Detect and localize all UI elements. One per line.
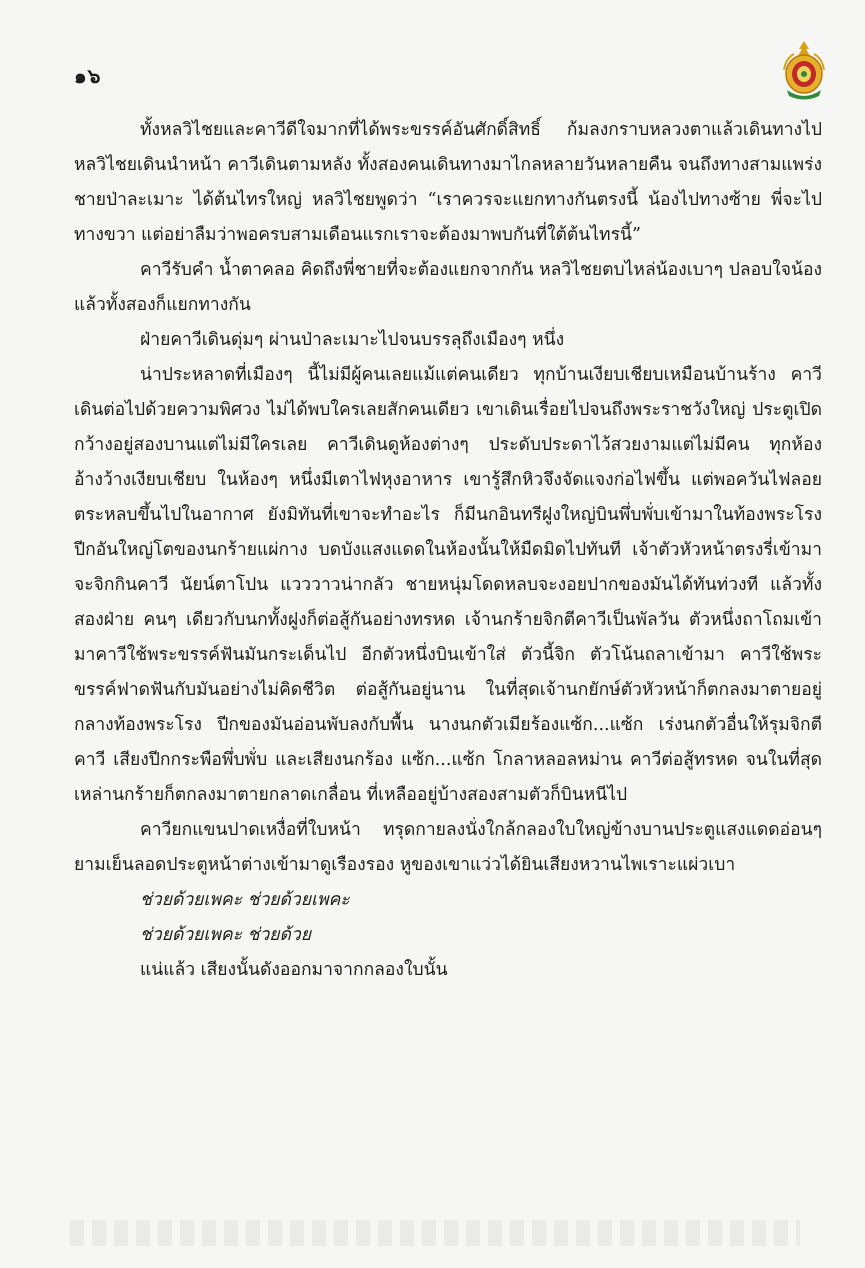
paragraph-farewell: คาวีรับคำ น้ำตาคลอ คิดถึงพี่ชายที่จะต้องแยกจากกัน หลวิไชยตบไหล่น้องเบาๆ ปลอบใจน้อง แล้วทั้งสองก็แยกทางกัน — [74, 260, 822, 315]
closing-line: แน่แล้ว เสียงนั้นดังออกมาจากกลองใบนั้น — [140, 960, 448, 980]
paragraph-battle: น่าประหลาดที่เมืองๆ นี้ไม่มีผู้คนเลยแม้แต่คนเดียว ทุกบ้านเงียบเชียบเหมือนบ้านร้าง คาวีเดินต่อไปด้วยความพิศวง ไม่ได้พบใครเลยสักคนเดียว เขาเดินเรื่อยไปจนถึงพระราชวังใหญ่ ประตูเปิดกว้างอยู่สองบานแต่ไม่มีใครเลย คาวีเดินดูห้องต่างๆ ประดับประดาไว้สวยงามแต่ไม่มีคน ทุกห้องอ้างว้างเงียบเชียบ ในห้องๆ หนึ่งมีเตาไฟหุงอาหาร เขารู้สึกหิวจึงจัดแจงก่อไฟขึ้น แต่พอควันไฟลอยตระหลบขึ้นไปในอากาศ ยังมิทันที่เขาจะทำอะไร ก็มีนกอินทรีฝูงใหญ่บินพึ่บพั่บเข้ามาในท้องพระโรง ปีกอันใหญ่โตของนกร้ายแผ่กาง บดบังแสงแดดในห้องนั้นให้มืดมิดไปทันที เจ้าตัวหัวหน้าตรงรี่เข้ามาจะจิกกินคาวี นัยน์ตาโปน แวววาวน่ากลัว ชายหนุ่มโดดหลบจะงอยปากของมันได้ทันท่วงที แล้วทั้งสองฝ่าย คนๆ เดียวกับนกทั้งฝูงก็ต่อสู้กันอย่างทรหด เจ้านกร้ายจิกตีคาวีเป็นพัลวัน ตัวหนึ่งถาโถมเข้ามาคาวีใช้พระขรรค์ฟันมันกระเด็นไป อีกตัวหนึ่งบินเข้าใส่ ตัวนี้จิก ตัวโน้นถลาเข้ามา คาวีใช้พระขรรค์ฟาดฟันกับมันอย่างไม่คิดชีวิต ต่อสู้กันอยู่นาน ในที่สุดเจ้านกยักษ์ตัวหัวหน้าก็ตกลงมาตายอยู่กลางท้องพระโรง ปีกของมันอ่อนพับลงกับพื้น นางนกตัวเมียร้องแซ้ก...แซ้ก เร่งนกตัวอื่นให้รุมจิกตีคาวี เสียงปีกกระพือพึ่บพั่บ และเสียงนกร้อง แซ้ก...แซ้ก โกลาหลอลหม่าน คาวีต่อสู้ทรหด จนในที่สุดเหล่านกร้ายก็ตกลงมาตายกลาดเกลื่อน ที่เหลืออยู่บ้างสองสามตัวก็บินหนีไป — [74, 365, 822, 805]
story-text — [74, 113, 822, 988]
school-emblem-icon — [782, 40, 826, 102]
paragraph-journey: ทั้งหลวิไชยและคาวีดีใจมากที่ได้พระขรรค์อันศักดิ์สิทธิ์ ก้มลงกราบหลวงตาแล้วเดินทางไป หลวิไชยเดินนำหน้า คาวีเดินตามหลัง ทั้งสองคนเดินทางมาไกลหลายวันหลายคืน จนถึงทางสามแพร่งชายป่าละเมาะ ได้ต้นไทรใหญ่ หลวิไชยพูดว่า “เราควรจะแยกทางกันตรงนี้ น้องไปทางซ้าย พี่จะไปทางขวา แต่อย่าลืมว่าพอครบสามเดือนแรกเราจะต้องมาพบกันที่ใต้ต้นไทรนี้” — [74, 120, 822, 245]
paragraph-drum: คาวียกแขนปาดเหงื่อที่ใบหน้า ทรุดกายลงนั่งใกล้กลองใบใหญ่ข้างบานประตูแสงแดดอ่อนๆ ยามเย็นลอดประตูหน้าต่างเข้ามาดูเรืองรอง หูของเขาแว่วได้ยินเสียงหวานไพเราะแผ่วเบา — [74, 820, 822, 875]
verse-line: ช่วยด้วยเพคะ ช่วยด้วย — [140, 925, 311, 945]
verse-line: ช่วยด้วยเพคะ ช่วยด้วยเพคะ — [140, 890, 350, 910]
paragraph-arrival: ฝ่ายคาวีเดินดุ่มๆ ผ่านป่าละเมาะไปจนบรรลุถึงเมืองๆ หนึ่ง — [140, 330, 565, 350]
bleed-through-shadow — [70, 1220, 800, 1246]
page-number: ๑๖ — [74, 64, 102, 88]
